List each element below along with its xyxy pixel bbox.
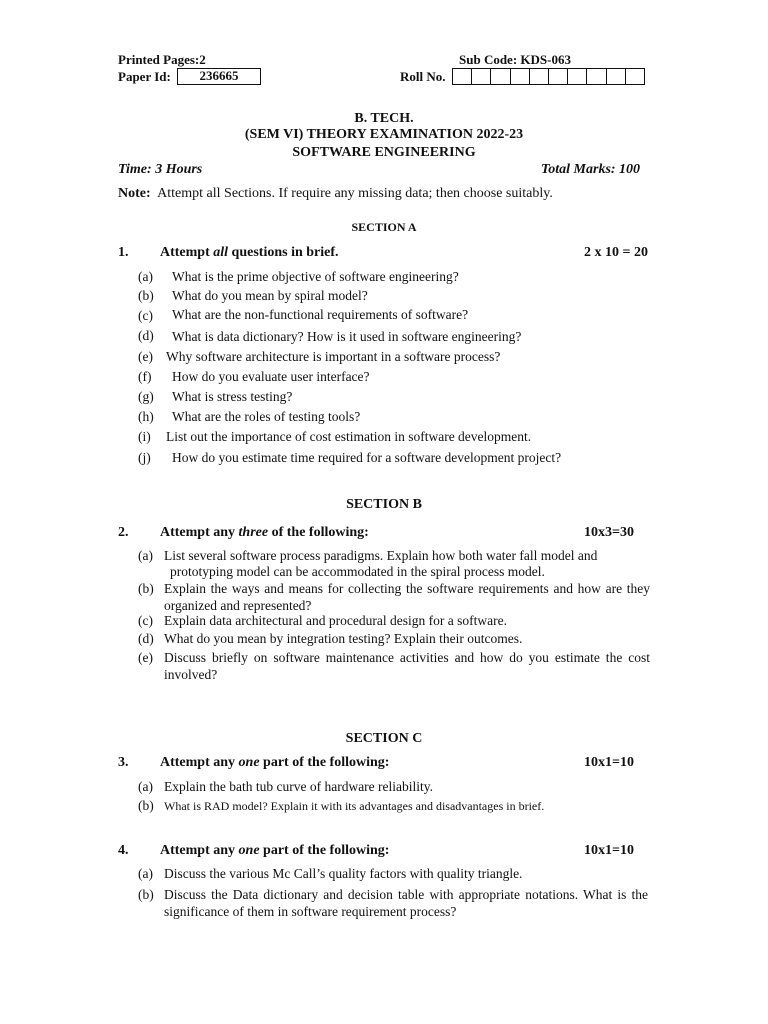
printed-pages: Printed Pages:2 bbox=[118, 52, 206, 67]
q2-item-label: (e) bbox=[138, 650, 153, 665]
q3-item-label: (b) bbox=[138, 798, 154, 813]
q1-item-text: What are the non-functional requirements of software? bbox=[172, 307, 469, 322]
q1-item-text: What do you mean by spiral model? bbox=[172, 288, 368, 303]
q4-item-label: (b) bbox=[138, 887, 154, 902]
q1-item-label: (e) bbox=[138, 349, 153, 364]
q1-item-label: (g) bbox=[138, 389, 154, 404]
total-marks: Total Marks: 100 bbox=[541, 162, 641, 177]
q1-item-text: What is the prime objective of software engineering? bbox=[172, 269, 459, 284]
q1-item-text: What are the roles of testing tools? bbox=[172, 409, 361, 424]
q1-item-text: What is data dictionary? How is it used in software engineering? bbox=[172, 329, 522, 344]
q2-item-label: (a) bbox=[138, 548, 153, 563]
degree-title: B. TECH. bbox=[354, 111, 414, 126]
q4-pre: Attempt any bbox=[160, 843, 239, 858]
q4-item-text: Discuss the Data dictionary and decision table with appropriate notations. What is the significance of them in software requirement process? bbox=[164, 887, 648, 919]
q1-item-label: (a) bbox=[138, 269, 153, 284]
q2-pre: Attempt any bbox=[160, 525, 239, 540]
section-c-title: SECTION C bbox=[345, 731, 423, 746]
q3-item-text: Explain the bath tub curve of hardware reliability. bbox=[164, 779, 434, 794]
q1-item-text: What is stress testing? bbox=[172, 389, 293, 404]
note-text: Attempt all Sections. If require any missing data; then choose suitably. bbox=[157, 186, 553, 201]
q1-item-text: Why software architecture is important in a software process? bbox=[166, 349, 501, 364]
q1-item-label: (d) bbox=[138, 328, 154, 343]
q2-item-text-cont: prototyping model can be accommodated in the spiral process model. bbox=[170, 564, 545, 579]
q4-item-label: (a) bbox=[138, 866, 153, 881]
roll-no-label: Roll No. bbox=[400, 69, 446, 84]
sub-code: Sub Code: KDS-063 bbox=[459, 52, 571, 67]
q2-item-text: List several software process paradigms. Explain how both water fall model and bbox=[164, 548, 598, 563]
roll-no-boxes bbox=[452, 68, 645, 85]
q2-marks: 10x3=30 bbox=[584, 525, 634, 540]
q2-number: 2. bbox=[118, 525, 129, 540]
q4-marks: 10x1=10 bbox=[584, 843, 634, 858]
q4-post: part of the following: bbox=[259, 843, 390, 858]
section-b-title: SECTION B bbox=[346, 497, 422, 512]
q3-em: one bbox=[238, 755, 260, 770]
q1-item-label: (h) bbox=[138, 409, 154, 424]
q3-item-label: (a) bbox=[138, 779, 153, 794]
exam-title: (SEM VI) THEORY EXAMINATION 2022-23 bbox=[244, 127, 524, 142]
note-label: Note: bbox=[118, 186, 151, 201]
q1-number: 1. bbox=[118, 245, 129, 260]
q2-em: three bbox=[238, 525, 269, 540]
q2-item-text: Explain data architectural and procedural design for a software. bbox=[164, 613, 507, 628]
note bbox=[118, 186, 553, 202]
q2-item-label: (b) bbox=[138, 581, 154, 596]
paper-id-box: 236665 bbox=[177, 68, 261, 85]
q2-item-text: Discuss briefly on software maintenance activities and how do you estimate the cost involved? bbox=[164, 650, 650, 682]
q2-item-label: (d) bbox=[138, 631, 154, 646]
q4-number: 4. bbox=[118, 843, 129, 858]
q1-em: all bbox=[213, 245, 229, 260]
q2-item-text: Explain the ways and means for collecting the software requirements and how are they organized and represented? bbox=[164, 581, 650, 613]
q4-em: one bbox=[238, 843, 260, 858]
q3-instruction bbox=[160, 755, 389, 771]
q3-number: 3. bbox=[118, 755, 129, 770]
q1-item-label: (i) bbox=[138, 429, 151, 444]
q1-item-label: (j) bbox=[138, 450, 151, 465]
q3-marks: 10x1=10 bbox=[584, 755, 634, 770]
q2-post: of the following: bbox=[268, 525, 369, 540]
time-label: Time: 3 Hours bbox=[118, 162, 203, 177]
q1-item-text: How do you estimate time required for a software development project? bbox=[172, 450, 562, 465]
q4-instruction bbox=[160, 843, 389, 859]
q1-item-label: (c) bbox=[138, 308, 153, 323]
q1-post: questions in brief. bbox=[228, 245, 339, 260]
q4-item-text: Discuss the various Mc Call’s quality factors with quality triangle. bbox=[164, 866, 523, 881]
q3-post: part of the following: bbox=[259, 755, 390, 770]
q1-item-text: List out the importance of cost estimation in software development. bbox=[166, 429, 532, 444]
q1-instruction bbox=[160, 245, 339, 261]
paper-id-label: Paper Id: bbox=[118, 69, 171, 84]
q1-pre: Attempt bbox=[160, 245, 214, 260]
q2-item-text: What do you mean by integration testing? Explain their outcomes. bbox=[164, 631, 523, 646]
q1-item-label: (b) bbox=[138, 288, 154, 303]
q3-pre: Attempt any bbox=[160, 755, 239, 770]
q1-item-text: How do you evaluate user interface? bbox=[172, 369, 370, 384]
q2-item-label: (c) bbox=[138, 613, 153, 628]
q2-instruction bbox=[160, 525, 369, 541]
q3-item-text: What is RAD model? Explain it with its advantages and disadvantages in brief. bbox=[164, 799, 545, 813]
subject-title: SOFTWARE ENGINEERING bbox=[292, 145, 476, 160]
section-a-title: SECTION A bbox=[351, 220, 417, 234]
q1-marks: 2 x 10 = 20 bbox=[584, 245, 648, 260]
q1-item-label: (f) bbox=[138, 369, 152, 384]
